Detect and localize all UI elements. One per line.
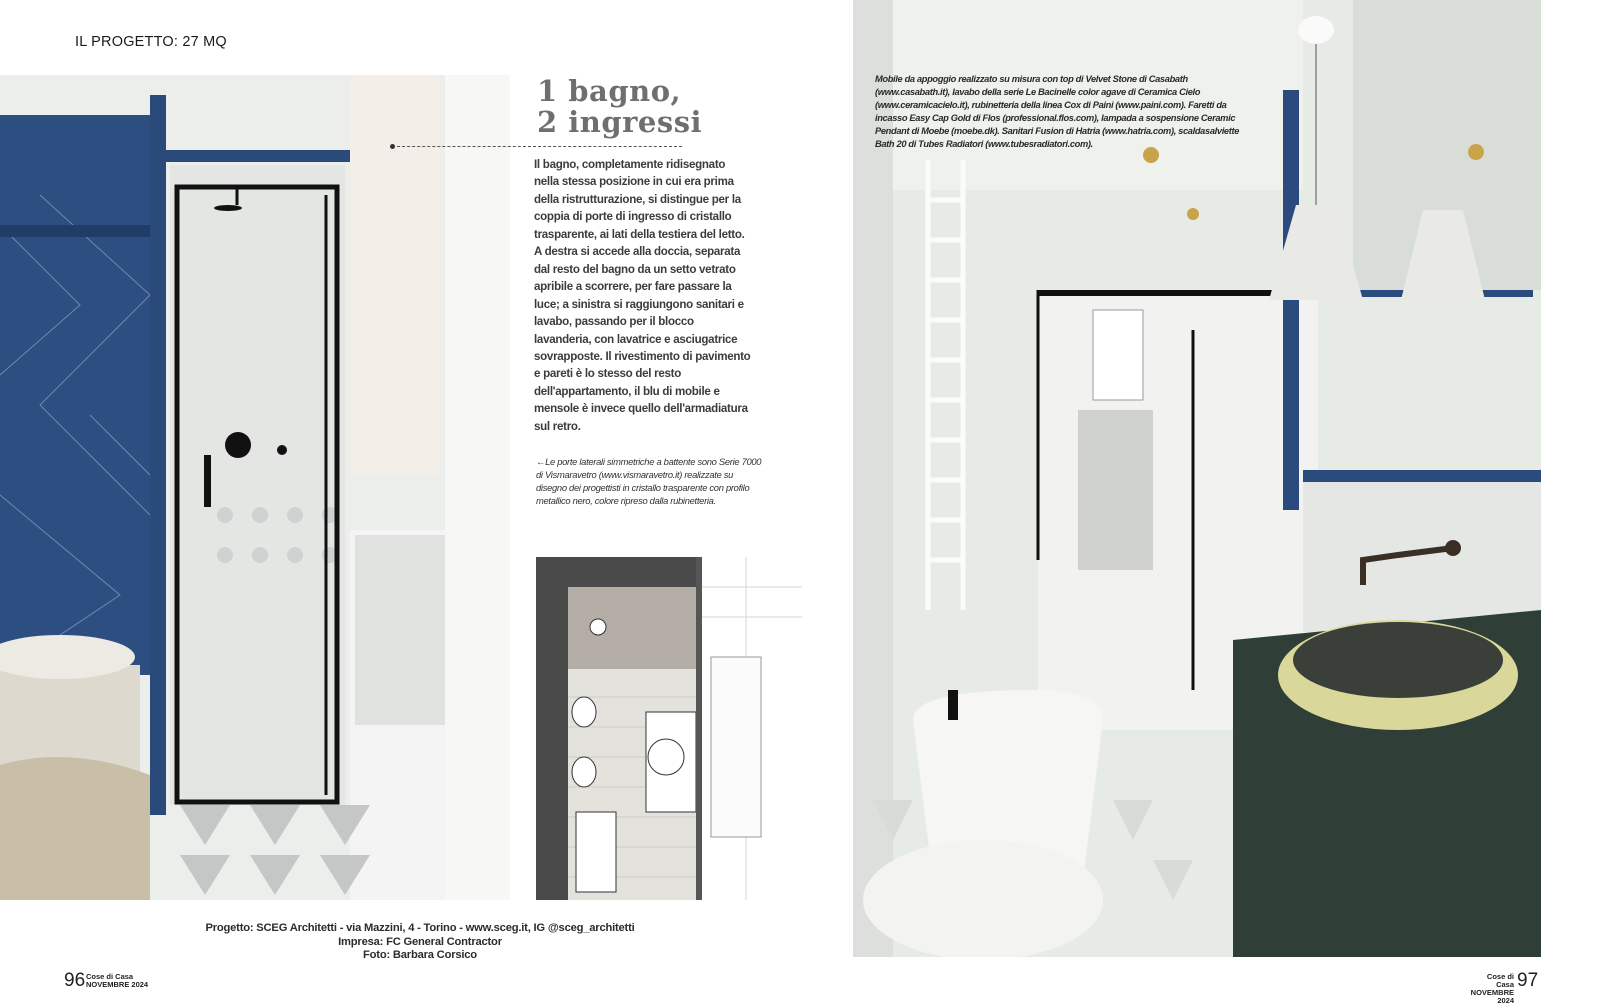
issue-date: NOVEMBRE 2024 bbox=[1470, 988, 1514, 1005]
magazine-name: Cose di Casa bbox=[86, 972, 134, 981]
left-photo-caption bbox=[536, 455, 766, 507]
credits-project: Progetto: SCEG Architetti - via Mazzini, 4 - Torino - www.sceg.it, IG @sceg_architetti bbox=[205, 922, 635, 934]
arrow-left-icon: ← bbox=[536, 456, 546, 467]
credits-contractor: Impresa: FC General Contractor bbox=[338, 935, 502, 948]
article-body: Il bagno, completamente ridisegnato nella stessa posizione in cui era prima della ristrutturazione, si distingue per la coppia di porte di ingresso di cristallo trasparente, ai lati della testiera del letto. A destra si accede alla doccia, separata dal resto del bagno da un setto vetrato apribile a scorrere, per fare passare la luce; a sinistra si raggiungono sanitari e lavabo, passando per il blocco lavanderia, con lavatrice e asciugatrice sovrapposte. Il rivestimento di pavimento e pareti è lo stesso del resto dell'appartamento, il blu di mobile e mensole è invece quello dell'armadiatura sul retro. bbox=[534, 157, 751, 433]
page-number-right: 97 bbox=[1517, 970, 1539, 991]
magazine-name: Cose di Casa bbox=[1486, 972, 1514, 989]
folio-left-magazine bbox=[86, 973, 148, 989]
issue-date: NOVEMBRE 2024 bbox=[86, 980, 149, 989]
title-line-2: 2 ingressi bbox=[537, 105, 703, 139]
article-title bbox=[537, 76, 702, 138]
shower-door-bedroom-photo bbox=[0, 75, 510, 900]
section-tag: IL PROGETTO: 27 MQ bbox=[75, 34, 227, 50]
project-credits bbox=[150, 922, 690, 963]
bathroom-floor-plan bbox=[536, 557, 802, 900]
page-number-left: 96 bbox=[64, 970, 86, 991]
title-line-1: 1 bagno, bbox=[537, 74, 682, 108]
left-caption-text: Le porte laterali simmetriche a battente sono Serie 7000 di Vismaravetro (www.vismaravetro.it) realizzate su disegno dei progettisti in cristallo trasparente con profilo metallico nero, colore ripreso dalla rubinetteria. bbox=[536, 456, 762, 506]
credits-photo: Foto: Barbara Corsico bbox=[363, 949, 477, 961]
right-photo-caption: Mobile da appoggio realizzato su misura con top di Velvet Stone di Casabath (www.casabath.it), lavabo della serie Le Bacinelle color agave di Ceramica Cielo (www.ceramicacielo.it), rubinetteria della linea Cox di Paini (www.paini.com). Faretti da incasso Easy Cap Gold di Flos (professional.flos.com), lampada a sospensione Ceramic Pendant di Moebe (moebe.dk). Sanitari Fusion di Hatria (www.hatria.com), scaldasalviette Bath 20 di Tubes Radiatori (www.tubesradiatori.com). bbox=[875, 74, 1240, 150]
dotted-leader-line bbox=[392, 146, 682, 147]
folio-right-magazine bbox=[1470, 973, 1514, 1005]
